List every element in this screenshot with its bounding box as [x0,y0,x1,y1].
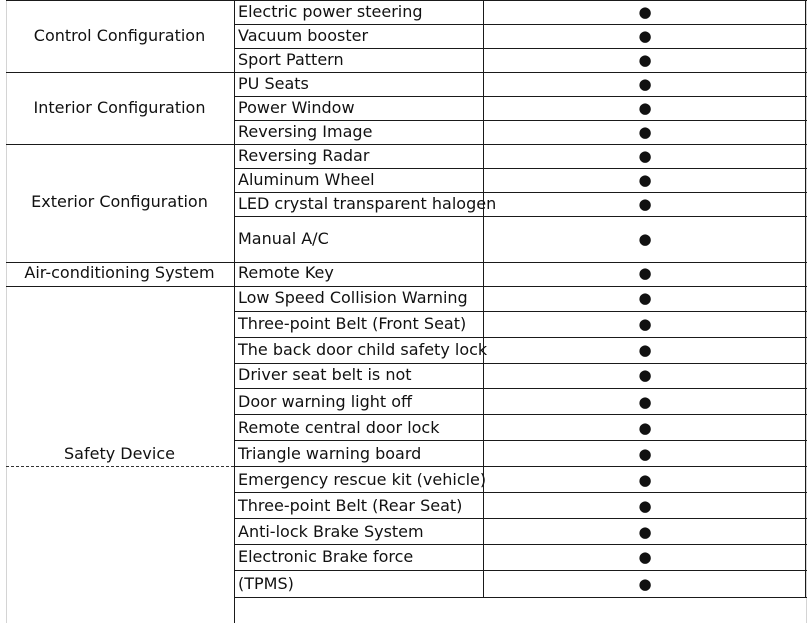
equipped-mark: ● [638,264,652,282]
equipped-mark: ● [638,548,652,566]
feature-cell: (TPMS) [238,574,294,593]
equipped-mark: ● [638,289,652,307]
column-border [234,0,235,623]
feature-cell: Emergency rescue kit (vehicle) [238,470,487,489]
feature-cell: Three-point Belt (Rear Seat) [238,496,463,515]
feature-cell: Triangle warning board [238,444,422,463]
row-border [6,72,234,73]
category-control-configuration: Control Configuration [33,26,206,45]
equipped-mark: ● [638,445,652,463]
feature-cell: Low Speed Collision Warning [238,288,468,307]
feature-cell: Door warning light off [238,392,413,411]
equipped-mark: ● [638,419,652,437]
equipped-mark: ● [638,230,652,248]
row-border [234,144,807,145]
equipped-mark: ● [638,523,652,541]
feature-cell: Sport Pattern [238,50,344,69]
column-border [805,0,806,597]
feature-cell: LED crystal transparent halogen [238,194,497,213]
row-border [234,72,807,73]
equipped-mark: ● [638,147,652,165]
row-border [234,440,807,441]
row-border [234,192,807,193]
equipped-mark: ● [638,366,652,384]
feature-cell: PU Seats [238,74,309,93]
category-interior-configuration: Interior Configuration [33,98,206,117]
feature-cell: Power Window [238,98,355,117]
equipped-mark: ● [638,195,652,213]
row-border [234,414,807,415]
feature-cell: Three-point Belt (Front Seat) [238,314,467,333]
equipped-mark: ● [638,171,652,189]
equipped-mark: ● [638,3,652,21]
feature-cell: The back door child safety lock [238,340,488,359]
feature-cell: Electronic Brake force [238,547,414,566]
row-border [234,48,807,49]
equipped-mark: ● [638,75,652,93]
row-border [234,363,807,364]
equipped-mark: ● [638,341,652,359]
row-border [234,544,807,545]
row-border [234,168,807,169]
row-border [234,120,807,121]
row-border [234,24,807,25]
row-border [234,570,807,571]
equipped-mark: ● [638,497,652,515]
equipped-mark: ● [638,393,652,411]
equipped-mark: ● [638,27,652,45]
row-border [6,0,234,1]
row-border [234,286,807,287]
equipped-mark: ● [638,471,652,489]
grid-line [6,0,7,623]
feature-cell: Driver seat belt is not [238,365,412,384]
row-border [234,466,807,467]
row-border [234,518,807,519]
category-safety-device: Safety Device [64,444,175,463]
feature-cell: Remote Key [238,263,334,282]
equipped-mark: ● [638,51,652,69]
row-border [234,311,807,312]
feature-cell: Electric power steering [238,2,423,21]
equipped-mark: ● [638,123,652,141]
feature-cell: Anti-lock Brake System [238,522,424,541]
row-border [234,0,807,1]
row-border [234,597,807,598]
row-border [234,96,807,97]
row-border [234,388,807,389]
row-border [234,492,807,493]
category-air-conditioning-system: Air-conditioning System [24,263,215,282]
category-exterior-configuration: Exterior Configuration [31,192,208,211]
equipped-mark: ● [638,315,652,333]
equipped-mark: ● [638,575,652,593]
feature-cell: Remote central door lock [238,418,440,437]
feature-cell: Aluminum Wheel [238,170,375,189]
feature-cell: Vacuum booster [238,26,369,45]
row-border [234,337,807,338]
equipped-mark: ● [638,99,652,117]
dashed-separator [6,466,234,467]
row-border [6,286,234,287]
row-border [6,144,234,145]
feature-cell: Manual A/C [238,229,329,248]
column-border [483,0,484,597]
row-border [234,216,807,217]
feature-cell: Reversing Image [238,122,373,141]
feature-cell: Reversing Radar [238,146,370,165]
